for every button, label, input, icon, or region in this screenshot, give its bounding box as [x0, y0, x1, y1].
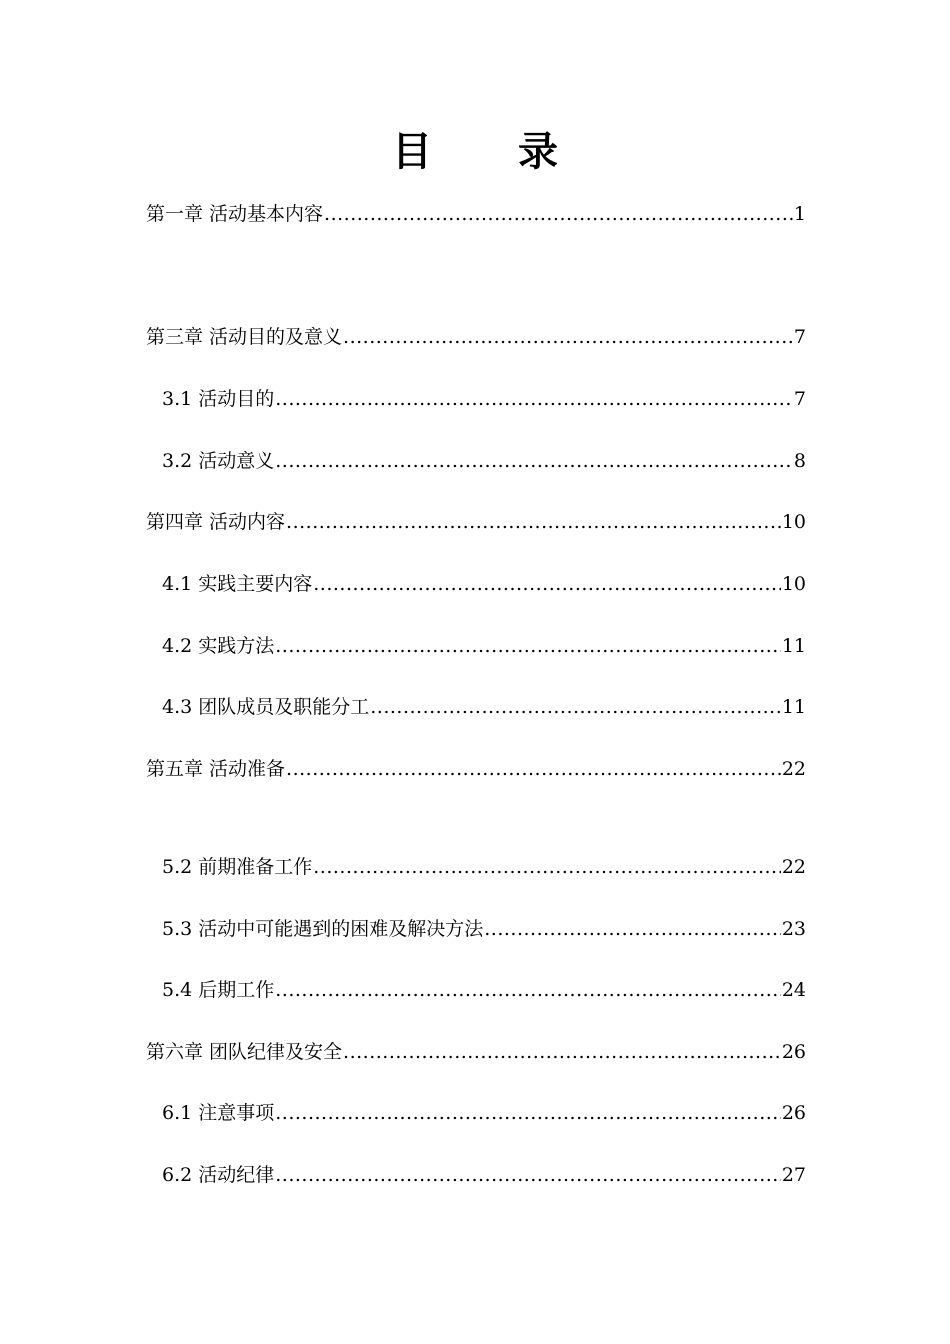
toc-entry-label: 4.3 团队成员及职能分工	[162, 696, 370, 718]
toc-dot-leader	[324, 200, 793, 228]
toc-entry[interactable]	[162, 693, 806, 721]
toc-entry-page: 11	[781, 696, 806, 718]
toc-entry-page: 7	[793, 388, 806, 410]
toc-entry-label: 5.3 活动中可能遇到的困难及解决方法	[162, 918, 484, 940]
toc-entry[interactable]	[162, 632, 806, 660]
toc-dot-leader	[484, 915, 781, 943]
toc-dot-leader	[343, 323, 793, 351]
toc-dot-leader	[275, 976, 781, 1004]
toc-entry-label: 4.2 实践方法	[162, 635, 275, 657]
toc-dot-leader	[286, 508, 781, 536]
toc-title: 目 录	[392, 129, 594, 175]
toc-entry-page: 10	[781, 511, 806, 533]
toc-entry-page: 26	[781, 1102, 806, 1124]
toc-dot-leader	[286, 755, 781, 783]
toc-entry-page: 11	[781, 635, 806, 657]
toc-dot-leader	[275, 1099, 781, 1127]
toc-entry-page: 22	[781, 856, 806, 878]
toc-entry-label: 第五章 活动准备	[146, 758, 286, 780]
toc-dot-leader	[275, 447, 793, 475]
toc-entry-label: 5.4 后期工作	[162, 979, 275, 1001]
toc-entry[interactable]	[162, 1161, 806, 1189]
toc-entry[interactable]	[162, 915, 806, 943]
toc-entry-label: 4.1 实践主要内容	[162, 573, 313, 595]
toc-entry-label: 第三章 活动目的及意义	[146, 326, 343, 348]
toc-entry[interactable]	[162, 447, 806, 475]
toc-dot-leader	[313, 853, 781, 881]
toc-entry-page: 23	[781, 918, 806, 940]
toc-entry[interactable]	[146, 755, 806, 783]
toc-entry-label: 6.1 注意事项	[162, 1102, 275, 1124]
toc-entry-page: 8	[793, 450, 806, 472]
toc-dot-leader	[275, 385, 793, 413]
toc-dot-leader	[275, 632, 781, 660]
toc-entry[interactable]	[162, 1099, 806, 1127]
toc-entry[interactable]	[146, 323, 806, 351]
toc-entry[interactable]	[146, 508, 806, 536]
toc-entry-label: 5.2 前期准备工作	[162, 856, 313, 878]
toc-entry-label: 6.2 活动纪律	[162, 1164, 275, 1186]
toc-entry[interactable]	[162, 976, 806, 1004]
toc-entry[interactable]	[162, 570, 806, 598]
toc-entry-label: 第六章 团队纪律及安全	[146, 1041, 343, 1063]
toc-entry[interactable]	[162, 853, 806, 881]
toc-entry-page: 7	[793, 326, 806, 348]
toc-dot-leader	[275, 1161, 781, 1189]
toc-entry-page: 26	[781, 1041, 806, 1063]
toc-entry-page: 10	[781, 573, 806, 595]
toc-entry[interactable]	[146, 1038, 806, 1066]
toc-dot-leader	[313, 570, 781, 598]
toc-entry-page: 1	[793, 203, 806, 225]
toc-entry[interactable]	[162, 385, 806, 413]
toc-entry-label: 3.2 活动意义	[162, 450, 275, 472]
toc-entry-label: 3.1 活动目的	[162, 388, 275, 410]
toc-entry-page: 22	[781, 758, 806, 780]
toc-entry-page: 24	[781, 979, 806, 1001]
toc-entry-label: 第一章 活动基本内容	[146, 203, 324, 225]
toc-entry[interactable]	[146, 200, 806, 228]
toc-entry-label: 第四章 活动内容	[146, 511, 286, 533]
toc-entry-page: 27	[781, 1164, 806, 1186]
toc-dot-leader	[370, 693, 781, 721]
toc-dot-leader	[343, 1038, 781, 1066]
